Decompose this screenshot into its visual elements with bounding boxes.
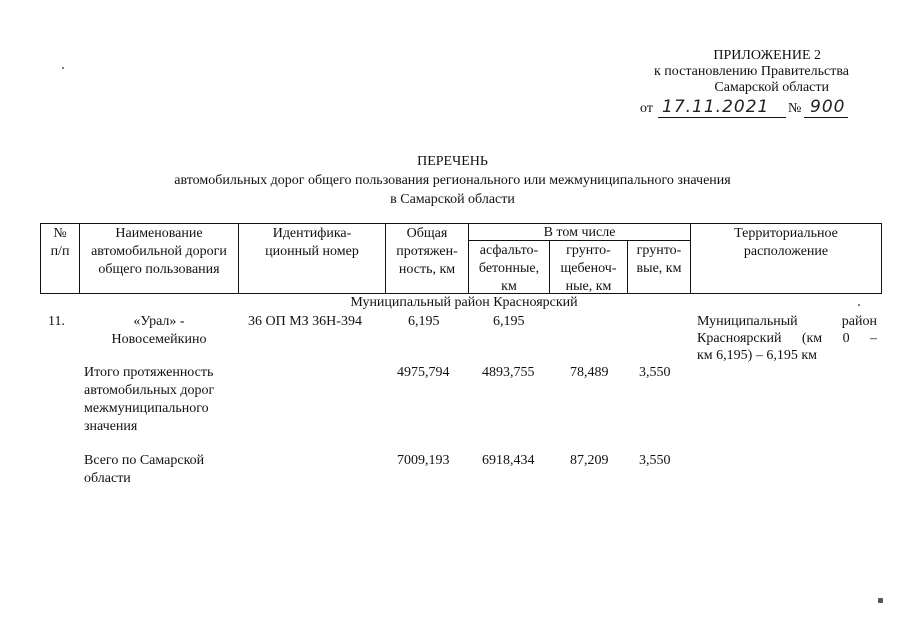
row-location: Муниципальный район Красноярский (км 0 – км 6,195) – 6,195 км [697, 314, 877, 363]
number-underline [804, 117, 848, 118]
date-prefix: от [640, 101, 653, 116]
header-total-length: Общая протяжен- ность, км [396, 226, 458, 277]
row-length: 6,195 [408, 314, 440, 329]
total-dirt: 3,550 [639, 453, 671, 468]
row-num: 11. [48, 314, 65, 329]
number-prefix: № [788, 101, 802, 116]
scan-speck [62, 67, 64, 69]
header-asphalt: асфальто- бетонные, км [478, 243, 540, 294]
header-id-number: Идентифика- ционный номер [265, 226, 359, 259]
appendix-date-number [640, 99, 850, 119]
appendix-block [654, 48, 849, 96]
total-length: 7009,193 [397, 453, 450, 468]
subtotal-length: 4975,794 [397, 365, 450, 380]
total-asphalt: 6918,434 [482, 453, 535, 468]
row-id-number: 36 ОП МЗ 36Н-394 [248, 314, 362, 329]
subtotal-gravel: 78,489 [570, 365, 609, 380]
date-underline [658, 117, 786, 118]
header-including: В том числе [543, 225, 616, 240]
heading-title: ПЕРЕЧЕНЬ [417, 154, 488, 169]
handwritten-number: 900 [810, 97, 846, 117]
subtotal-dirt: 3,550 [639, 365, 671, 380]
scan-speck [878, 598, 883, 603]
heading-subtitle: автомобильных дорог общего пользования регионального или межмуниципального значения [174, 173, 731, 188]
document-heading [0, 152, 905, 209]
scan-speck [858, 304, 860, 306]
handwritten-date: 17.11.2021 [662, 97, 770, 117]
header-dirt: грунто- вые, км [636, 243, 682, 276]
appendix-decree: к постановлению Правительства [653, 64, 849, 79]
header-num: № п/п [50, 226, 70, 259]
row-asphalt: 6,195 [493, 314, 525, 329]
row-road-name: «Урал» - Новосемейкино [111, 314, 207, 347]
appendix-title: ПРИЛОЖЕНИЕ 2 [713, 48, 821, 63]
total-gravel: 87,209 [570, 453, 609, 468]
total-label: Всего по Самарской области [84, 453, 205, 486]
subtotal-label: Итого протяженность автомобильных дорог межмуниципального значения [84, 365, 215, 434]
header-road-name: Наименование автомобильной дороги общего пользования [91, 226, 227, 277]
header-location: Территориальное расположение [734, 226, 838, 259]
heading-region: в Самарской области [390, 192, 515, 207]
section-district: Муниципальный район Красноярский [350, 295, 578, 310]
appendix-region: Самарской области [714, 80, 829, 95]
subtotal-asphalt: 4893,755 [482, 365, 535, 380]
header-gravel: грунто- щебеноч- ные, км [560, 243, 617, 294]
